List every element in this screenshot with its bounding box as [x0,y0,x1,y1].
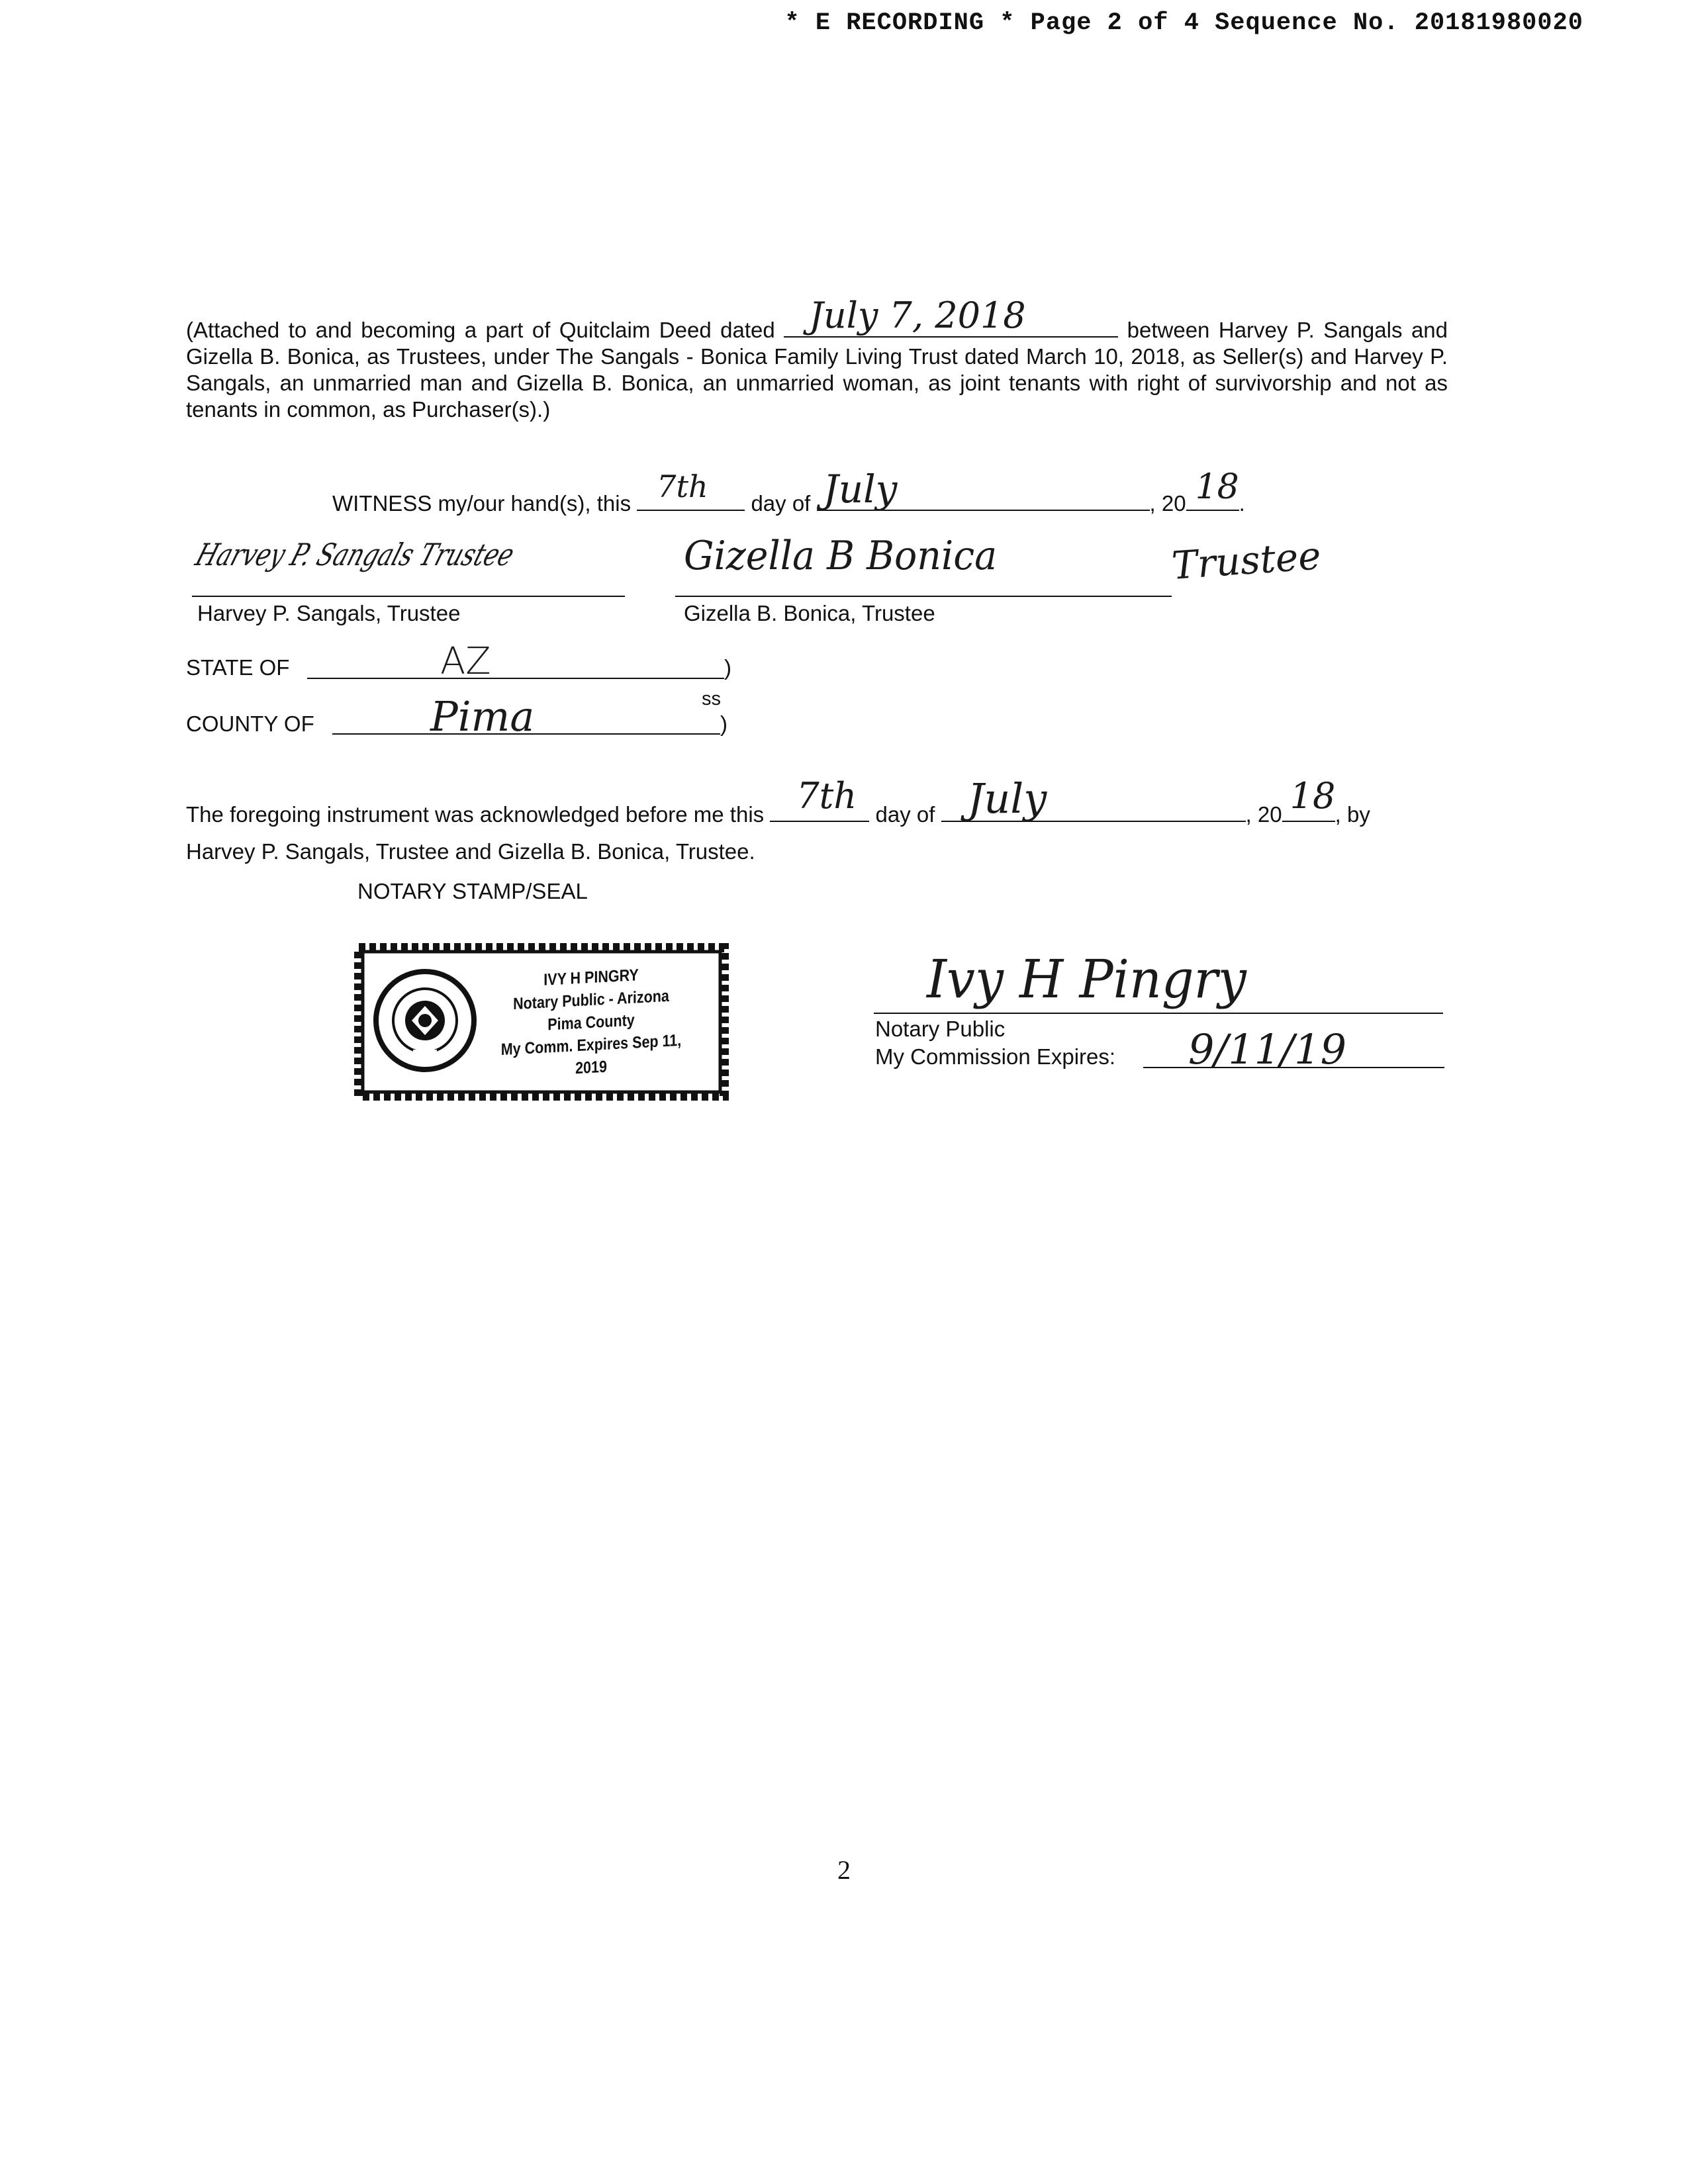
arizona-seal-icon [372,968,478,1073]
stamp-title: Notary Public - Arizona [513,986,669,1014]
acknowledgment-line [186,774,1370,827]
commission-expires-handwritten: 9/11/19 [1188,1025,1347,1073]
commission-expires-label: My Commission Expires: [875,1044,1116,1069]
notary-public-label: Notary Public [875,1017,1006,1041]
witness-year-handwritten: 18 [1195,467,1239,507]
notary-signature-line [874,1013,1443,1014]
stamp-county: Pima County [547,1011,635,1034]
witness-year-blank [1186,467,1239,511]
harvey-signature: Harvey P. Sangals Trustee [191,537,519,572]
page-number: 2 [837,1855,851,1885]
deed-date-handwritten: July 7, 2018 [809,295,1026,336]
county-paren: ) [720,711,727,736]
witness-day-of: day of [751,491,811,516]
state-handwritten: AZ [440,640,491,683]
witness-prefix: WITNESS my/our hand(s), this [332,491,632,516]
state-label: STATE OF [186,655,290,680]
ack-day-blank [770,775,869,822]
preamble-prefix: (Attached to and becoming a part of Quitclaim Deed dated [186,318,775,342]
ack-year-blank [1282,775,1336,822]
preamble-rest: and Gizella B. Bonica, as Trustees, under The Sangals - Bonica Family Living Trust dated March 10, 2018, as Seller(s) and Harvey P. Sangals, an unmarried man and Gizella B. Bonica, an unmarried woman, as joint tenants with right of survivorship and not as tenants in common, as Purchaser(s).) [186,318,1448,422]
deed-preamble [186,295,1448,423]
stamp-expires: My Comm. Expires Sep 11, 2019 [500,1030,682,1078]
harvey-signature-label: Harvey P. Sangals, Trustee [197,601,461,625]
notary-signature: Ivy H Pingry [927,948,1246,1010]
deed-date-blank [784,295,1118,338]
preamble-suffix: between Harvey P. Sangals [1127,318,1403,342]
ack-prefix: The foregoing instrument was acknowledged before me this [186,802,765,827]
county-handwritten: Pima [430,692,535,741]
ack-year-handwritten: 18 [1289,775,1336,817]
ack-month-handwritten: July [967,774,1047,823]
gizella-trustee-handwritten: Trustee [1170,533,1323,588]
witness-line [332,467,1245,516]
gizella-signature-label: Gizella B. Bonica, Trustee [684,601,935,625]
harvey-signature-line [192,596,625,597]
ack-by: , by [1335,802,1370,827]
ack-year-prefix: , 20 [1245,802,1282,827]
witness-month-handwritten: July [823,467,898,512]
witness-day-blank [637,469,745,511]
state-paren: ) [724,655,731,680]
state-line [307,678,724,679]
recording-header: * E RECORDING * Page 2 of 4 Sequence No. 20181980020 [784,9,1583,37]
ack-day-of: day of [875,802,935,827]
ack-month-blank [941,774,1246,823]
ack-day-handwritten: 7th [796,775,857,817]
witness-month-blank [817,467,1150,512]
ack-line2: Harvey P. Sangals, Trustee and Gizella B. Bonica, Trustee. [186,839,755,864]
gizella-signature: Gizella B Bonica [684,533,998,579]
witness-day-handwritten: 7th [657,469,708,504]
stamp-name: IVY H PINGRY [543,966,639,989]
stamp-text [497,962,685,1084]
gizella-signature-line [675,596,1172,597]
ss-label: ss [702,688,721,709]
notary-stamp-label: NOTARY STAMP/SEAL [357,879,588,903]
witness-year-prefix: , 20 [1149,491,1186,516]
notary-stamp [350,938,733,1105]
county-label: COUNTY OF [186,711,314,736]
witness-period: . [1239,491,1245,516]
